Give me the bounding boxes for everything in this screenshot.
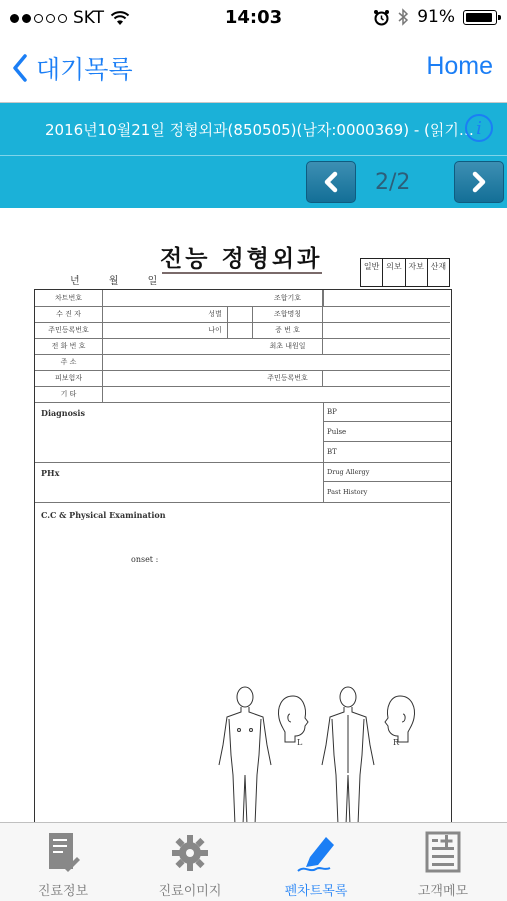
diagnosis-label: Diagnosis [41,408,85,418]
document-title: 전능 정형외과 [160,246,323,272]
pen-chart-document[interactable] [0,208,507,822]
pager-bar [0,155,507,209]
document-icon [43,831,83,875]
next-page-button[interactable] [454,161,504,203]
type-box-cell: 산재 [430,262,447,271]
type-box-cell: 자보 [406,259,428,286]
battery-percent: 91% [417,7,455,27]
status-bar [0,0,507,36]
tab-label: 진료정보 [37,884,89,899]
chevron-left-icon [321,171,341,193]
patient-info-bar [0,103,507,155]
tab-label: 펜차트목록 [284,884,348,899]
form-row: 수 진 자 성별 조합명칭 [35,306,450,323]
tab-customer-memo[interactable] [380,823,506,901]
insurance-type-box [360,258,450,287]
alarm-icon [373,9,390,26]
clock: 14:03 [224,7,283,28]
type-box-cell: 의보 [383,259,405,286]
tab-medical-info[interactable] [0,823,126,901]
left-side-label: L [297,738,303,747]
date-labels: 년 월 일 [70,276,158,287]
chevron-right-icon [469,171,489,193]
head-right-profile-icon [380,692,420,752]
type-box-cell: 일반 [361,259,383,286]
exam-label: C.C & Physical Examination [41,510,166,520]
form-row: 주 소 [35,354,450,371]
form-row: 차트번호 조합기호 [35,290,450,307]
body-diagram-back-icon [318,685,378,822]
tab-label: 고객메모 [417,884,469,899]
bluetooth-icon [398,8,409,26]
patient-info-text: 2016년10월21일 정형외과(850505)(남자:0000369) - (읽기… [45,121,474,139]
gear-icon [170,831,210,875]
form-row: 기 타 [35,386,450,403]
info-icon[interactable]: i [465,114,493,142]
navigation-bar [0,36,507,103]
tab-bar [0,822,507,901]
tab-medical-images[interactable] [127,823,253,901]
history-box: Drug Allergy Past History [323,462,451,502]
back-label: 대기목록 [36,55,133,84]
form-row: 피보험자 주민등록번호 [35,370,450,387]
memo-icon [423,831,463,875]
form-row: 전 화 번 호 최초 내원일 [35,338,450,355]
vitals-box: BP Pulse BT [323,402,451,462]
form-row: 주민등록번호 나이 증 번 호 [35,322,450,339]
medical-form [34,289,452,822]
home-button[interactable]: Home [426,52,493,80]
body-diagram-front-icon [215,685,275,822]
back-button[interactable] [12,50,133,86]
right-side-label: R [393,738,400,747]
carrier-label: SKT [73,8,105,28]
head-left-profile-icon [273,692,313,752]
chevron-left-icon [12,54,28,82]
battery-icon [463,10,497,25]
tab-label: 진료이미지 [158,884,222,899]
onset-label: onset : [131,555,159,564]
phx-label: PHx [41,468,60,478]
page-indicator: 2/2 [375,170,411,195]
tab-pen-chart-list[interactable] [253,823,379,901]
pen-icon [296,831,340,875]
previous-page-button[interactable] [306,161,356,203]
